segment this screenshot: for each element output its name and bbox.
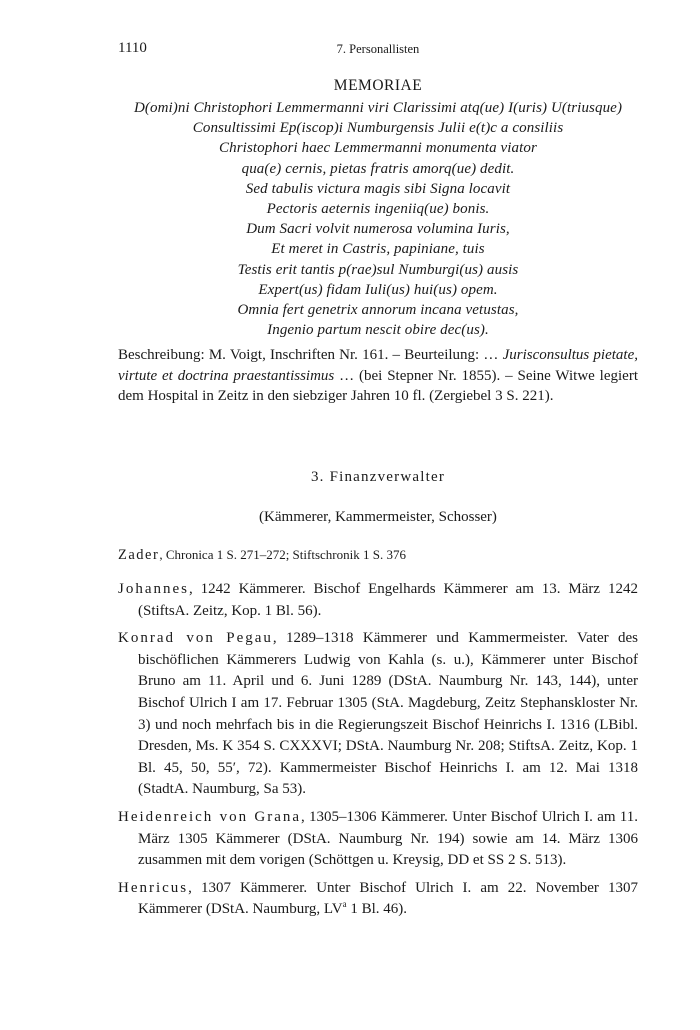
inscription-title: MEMORIAE [333,77,423,94]
inscription-line: Expert(us) fidam Iuli(us) hui(us) opem. [258,281,498,298]
description-text-continued: … (bei Stepner Nr. 1855). – Seine Witwe legiert dem Hospital in Zeitz in den siebziger Jahren 10 fl. (Zergiebel 3 S. 221). [118,367,638,404]
list-item [118,628,638,801]
entry-text: , 1242 Kämmerer. Bischof Engelhards Kämmerer am 13. März 1242 (StiftsA. Zeitz, Kop. 1 Bl. 56). [138,581,638,619]
source-text: , Chronica 1 S. 271–272; Stiftschronik 1 S. 376 [159,547,406,562]
inscription-description [118,345,638,407]
entry-list [118,579,638,927]
entry-text: , 1305–1306 Kämmerer. Unter Bischof Ulrich I. am 11. März 1305 Kämmerer (DStA. Naumburg Nr. 194) sowie am 14. März 1306 zusammen mit dem vorigen (Schöttgen u. Kreysig, DD et SS 2 S. 513). [138,808,639,869]
entry-text: , 1307 Kämmerer. Unter Bischof Ulrich I. am 22. November 1307 Kämmerer (DStA. Naumburg, LV [138,879,638,918]
inscription-line: Omnia fert genetrix annorum incana vetustas, [237,301,519,318]
inscription-block [118,74,638,340]
entry-text: , 1289–1318 Kämmerer und Kammermeister. Vater des bischöflichen Kämmerers Ludwig von Kahla (s. u.), Kämmerer unter Bischof Bruno am 11. April und 6. Juni 1289 (DStA. Naumburg Nr. 143, 144), unter Bischof Ulrich I am 17. Februar 1305 (StA. Magdeburg, Zeitz Stephanskloster Nr. 3) und noch mehrfach bis in die Regierungszeit Bischof Heinrichs I. 1316 (LBibl. Dresden, Ms. K 354 S. CXXXVI; DStA. Naumburg Nr. 208; StiftsA. Zeitz, Kop. 1 Bl. 45, 50, 55′, 72). Kammermeister Bischof Heinrichs I. am 12. Mai 1318 (StadtA. Naumburg, Sa 53). [138,630,638,798]
entry-name: Heidenreich von Grana [118,808,302,825]
inscription-line: Sed tabulis victura magis sibi Signa locavit [245,180,511,197]
list-item [118,878,638,921]
source-author: Zader [118,547,160,563]
list-item [118,579,638,622]
description-text: Beschreibung: M. Voigt, Inschriften Nr. 161. – Beurteilung: … [118,347,503,363]
inscription-line: Testis erit tantis p(rae)sul Numburgi(us) ausis [237,261,519,278]
inscription-line: Pectoris aeternis ingeniiq(ue) bonis. [266,200,490,217]
section-heading: 3. Finanzverwalter [310,469,446,485]
description-quote: Jurisconsultus pietate, virtute et doctrina praestantissimus [118,347,638,384]
inscription-line: D(omi)ni Christophori Lemmermanni viri Clarissimi atq(ue) I(uris) U(triusque) [133,100,623,116]
entry-name: Henricus [118,879,189,896]
inscription-line: qua(e) cernis, pietas fratris amorq(ue) dedit. [241,160,515,177]
inscription-line: Dum Sacri volvit numerosa volumina Iuris, [246,221,510,238]
page-number: 1110 [118,40,147,56]
entry-text-continued: 1 Bl. 46). [346,901,407,918]
inscription-line: Ingenio partum nescit obire dec(us). [267,322,489,339]
sources-line [118,547,638,564]
section-subheading: (Kämmerer, Kammermeister, Schosser) [259,509,497,525]
inscription-line: Et meret in Castris, papiniane, tuis [271,241,485,258]
entry-name: Konrad von Pegau [118,630,273,647]
superscript: a [342,899,347,910]
inscription-line: Consultissimi Ep(iscop)i Numburgensis Julii e(t)c a consiliis [192,120,564,137]
list-item [118,807,638,872]
inscription-line: Christophori haec Lemmermanni monumenta viator [219,140,537,157]
entry-name: Johannes [118,581,189,597]
running-title: 7. Personallisten [336,42,420,56]
running-head [118,40,638,60]
